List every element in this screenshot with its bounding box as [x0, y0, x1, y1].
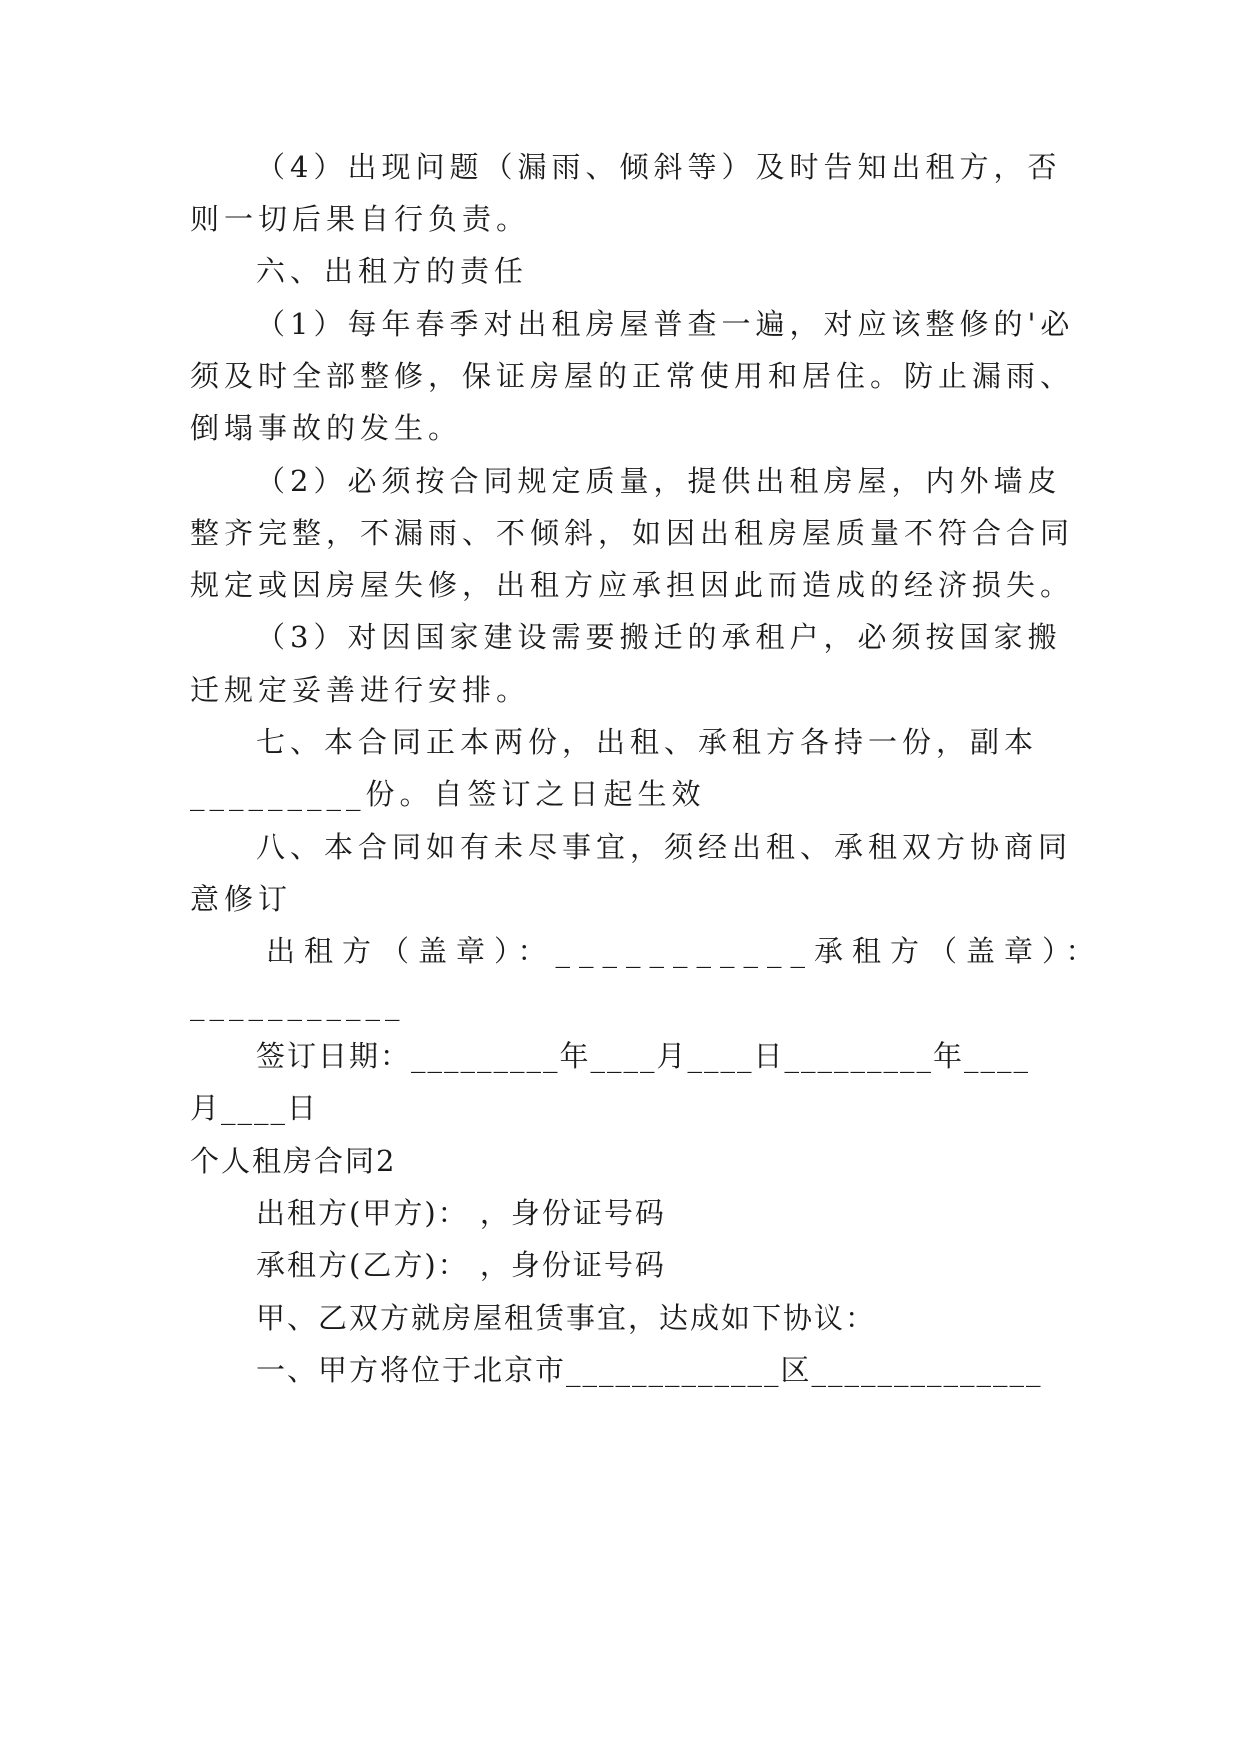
clause-6-item-2-line-2: 整齐完整，不漏雨、不倾斜，如因出租房屋质量不符合合同 [190, 516, 1075, 550]
clause-6-heading: 六、出租方的责任 [256, 254, 529, 288]
contract-2-title: 个人租房合同2 [190, 1144, 397, 1178]
signing-date-line-1: 签订日期：_________年____月____日_________年____ [256, 1039, 1031, 1073]
lessor-line: 出租方(甲方)： ，身份证号码 [256, 1196, 666, 1230]
clause-6-item-3-line-2: 迁规定妥善进行安排。 [190, 673, 531, 707]
clause-6-item-1-line-1: （1）每年春季对出租房屋普查一遍，对应该整修的'必 [256, 307, 1075, 341]
clause-6-item-1-line-2: 须及时全部整修，保证房屋的正常使用和居住。防止漏雨、 [190, 359, 1075, 393]
signature-blank: ___________ [190, 987, 405, 1021]
lessee-line: 承租方(乙方)： ，身份证号码 [256, 1248, 666, 1282]
clause-7-line-2: _________份。自签订之日起生效 [190, 777, 706, 811]
clause-5-item-4-line-1: （4）出现问题（漏雨、倾斜等）及时告知出租方，否 [256, 150, 1062, 184]
agreement-intro: 甲、乙双方就房屋租赁事宜，达成如下协议： [256, 1301, 877, 1335]
signature-line: 出租方（盖章）：___________承租方（盖章）： [266, 934, 1104, 968]
clause-6-item-2-line-3: 规定或因房屋失修，出租方应承担因此而造成的经济损失。 [190, 568, 1075, 602]
clause-6-item-1-line-3: 倒塌事故的发生。 [190, 411, 463, 445]
signing-date-line-2: 月____日 [190, 1091, 319, 1125]
clause-6-item-2-line-1: （2）必须按合同规定质量，提供出租房屋，内外墙皮 [256, 464, 1062, 498]
contract-2-clause-1: 一、甲方将位于北京市_____________区______________ [256, 1353, 1043, 1387]
clause-5-item-4-line-2: 则一切后果自行负责。 [190, 202, 531, 236]
clause-8-line-1: 八、本合同如有未尽事宜，须经出租、承租双方协商同 [256, 830, 1073, 864]
clause-8-line-2: 意修订 [190, 882, 293, 916]
clause-7-line-1: 七、本合同正本两份，出租、承租方各持一份，副本 [256, 725, 1039, 759]
clause-6-item-3-line-1: （3）对因国家建设需要搬迁的承租户，必须按国家搬 [256, 620, 1062, 654]
